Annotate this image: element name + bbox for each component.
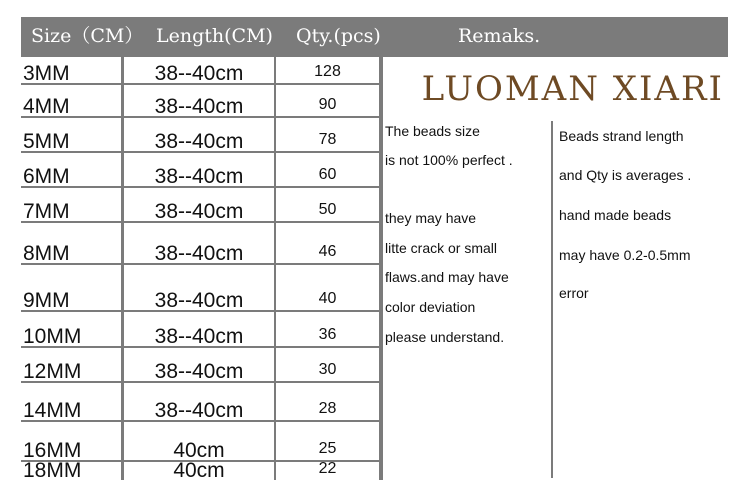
table-cell-size bbox=[21, 223, 121, 263]
table-cell-text: 50 bbox=[318, 201, 337, 218]
brand-logo-text: LUOMAN XIARI bbox=[421, 69, 724, 109]
remark-left-line: they may have bbox=[385, 210, 477, 226]
table-cell-length bbox=[124, 153, 274, 186]
header-size: Size（CM） bbox=[31, 25, 144, 47]
table-cell-text: 38--40cm bbox=[154, 200, 244, 221]
table-cell-text: 9MM bbox=[23, 289, 70, 310]
table-cell-text: 38--40cm bbox=[154, 399, 244, 420]
remark-right-line: and Qty is averages . bbox=[559, 167, 692, 183]
table-cell-length bbox=[124, 85, 274, 116]
table-cell-size bbox=[21, 118, 121, 151]
table-cell-text: 7MM bbox=[23, 200, 70, 221]
table-cell-length bbox=[124, 57, 274, 83]
remarks-divider bbox=[551, 121, 553, 478]
table-cell-size bbox=[21, 188, 121, 221]
table-cell-text: 5MM bbox=[23, 130, 70, 151]
table-cell-qty bbox=[276, 57, 379, 83]
remark-left-line: color deviation bbox=[385, 299, 476, 315]
table-cell-text: 40cm bbox=[173, 462, 225, 480]
table-cell-qty bbox=[276, 153, 379, 186]
table-cell-qty bbox=[276, 348, 379, 381]
remark-left-line: flaws.and may have bbox=[385, 269, 509, 285]
table-cell-text: 60 bbox=[318, 166, 337, 183]
table-cell-length bbox=[124, 422, 274, 460]
table-cell-text: 25 bbox=[318, 440, 337, 457]
table-cell-text: 30 bbox=[318, 361, 337, 378]
table-cell-text: 18MM bbox=[23, 462, 82, 480]
table-cell-text: 38--40cm bbox=[154, 130, 244, 151]
header-length: Length(CM) bbox=[156, 25, 273, 47]
table-cell-length bbox=[124, 348, 274, 381]
remark-left-line: The beads size bbox=[385, 123, 480, 139]
table-cell-text: 40 bbox=[318, 290, 337, 307]
table-cell-size bbox=[21, 312, 121, 346]
table-cell-qty bbox=[276, 462, 379, 480]
table-cell-size bbox=[21, 85, 121, 116]
spec-table bbox=[21, 17, 728, 480]
table-cell-text: 38--40cm bbox=[154, 360, 244, 381]
table-cell-text: 10MM bbox=[23, 325, 82, 346]
table-cell-length bbox=[124, 462, 274, 480]
table-cell-length bbox=[124, 118, 274, 151]
table-cell-text: 12MM bbox=[23, 360, 82, 381]
table-cell-qty bbox=[276, 312, 379, 346]
table-cell-text: 14MM bbox=[23, 399, 82, 420]
table-cell-length bbox=[124, 265, 274, 310]
table-cell-size bbox=[21, 57, 121, 83]
table-cell-size bbox=[21, 422, 121, 460]
table-cell-length bbox=[124, 383, 274, 420]
table-cell-text: 128 bbox=[314, 63, 341, 80]
table-cell-length bbox=[124, 223, 274, 263]
table-cell-text: 28 bbox=[318, 400, 337, 417]
table-cell-text: 38--40cm bbox=[154, 95, 244, 116]
remark-right-line: Beads strand length bbox=[559, 128, 684, 144]
table-cell-qty bbox=[276, 223, 379, 263]
table-cell-length bbox=[124, 312, 274, 346]
table-cell-qty bbox=[276, 422, 379, 460]
remark-right-line: hand made beads bbox=[559, 207, 672, 223]
table-cell-text: 8MM bbox=[23, 242, 70, 263]
header-qty: Qty.(pcs) bbox=[296, 25, 381, 47]
table-cell-text: 78 bbox=[318, 131, 337, 148]
table-cell-size bbox=[21, 153, 121, 186]
table-cell-text: 46 bbox=[318, 243, 337, 260]
remark-left-line: please understand. bbox=[385, 329, 505, 345]
table-cell-size bbox=[21, 348, 121, 381]
table-cell-text: 38--40cm bbox=[154, 62, 244, 83]
table-cell-size bbox=[21, 383, 121, 420]
table-cell-text: 6MM bbox=[23, 165, 70, 186]
header-remarks: Remaks. bbox=[458, 25, 541, 47]
table-cell-text: 38--40cm bbox=[154, 165, 244, 186]
table-cell-text: 40cm bbox=[173, 439, 225, 460]
remark-right-line: error bbox=[559, 285, 589, 301]
table-cell-text: 22 bbox=[318, 462, 337, 477]
remark-right-line: may have 0.2-0.5mm bbox=[559, 247, 691, 263]
table-cell-qty bbox=[276, 265, 379, 310]
table-cell-text: 4MM bbox=[23, 95, 70, 116]
table-cell-qty bbox=[276, 85, 379, 116]
remark-left-line: is not 100% perfect . bbox=[385, 152, 513, 168]
table-cell-qty bbox=[276, 118, 379, 151]
table-cell-qty bbox=[276, 188, 379, 221]
table-cell-text: 38--40cm bbox=[154, 289, 244, 310]
table-cell-text: 90 bbox=[318, 96, 337, 113]
table-cell-text: 3MM bbox=[23, 62, 70, 83]
table-cell-size bbox=[21, 265, 121, 310]
table-cell-size bbox=[21, 462, 121, 480]
remark-left-line: litte crack or small bbox=[385, 240, 498, 256]
table-cell-qty bbox=[276, 383, 379, 420]
table-cell-text: 16MM bbox=[23, 439, 82, 460]
table-cell-text: 36 bbox=[318, 326, 337, 343]
remarks-panel bbox=[383, 57, 728, 480]
table-cell-text: 38--40cm bbox=[154, 242, 244, 263]
table-cell-length bbox=[124, 188, 274, 221]
table-cell-text: 38--40cm bbox=[154, 325, 244, 346]
